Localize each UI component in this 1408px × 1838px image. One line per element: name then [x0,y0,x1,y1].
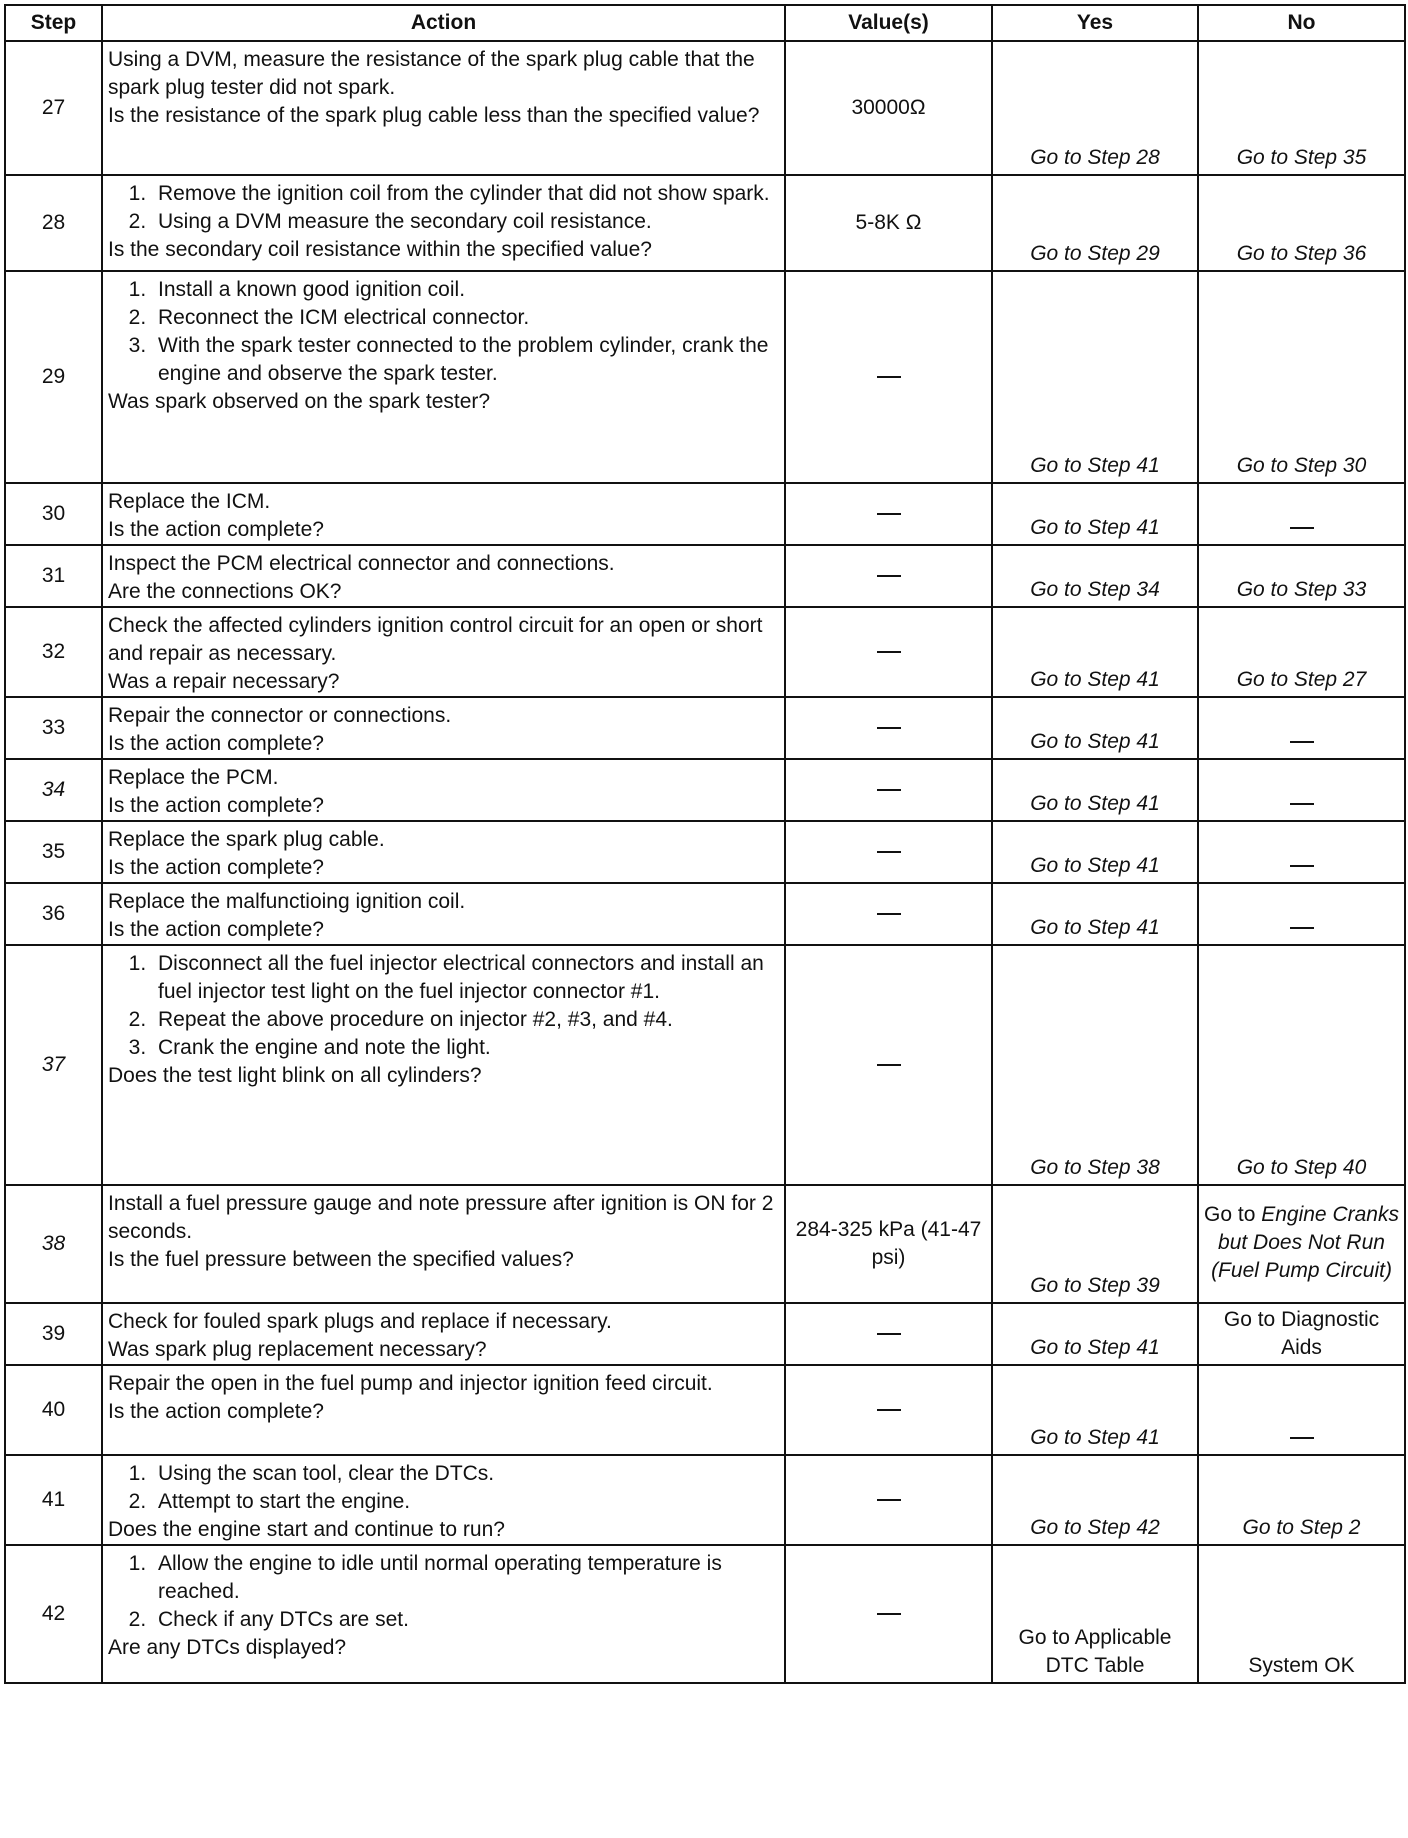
dash-mark [1290,803,1314,805]
action-question: Was spark plug replacement necessary? [108,1338,487,1361]
yes-text: Go to Step 41 [1030,668,1160,691]
action-step-item: 2. Repeat the above procedure on injector #2, #3, and #4. [152,1006,779,1034]
dash-mark [877,913,901,915]
dash-mark [877,1613,901,1615]
action-instruction: Check for fouled spark plugs and replace if necessary. [108,1310,612,1333]
action-step-item: 1. Allow the engine to idle until normal operating temperature is reached. [152,1550,779,1606]
no-text: Go to Diagnostic Aids [1223,1308,1380,1359]
yes-cell [992,41,1198,175]
yes-text: Go to Step 41 [1030,1336,1160,1359]
no-text: Go to Step 2 [1242,1516,1361,1539]
action-cell [102,1185,785,1303]
table-row [5,1455,1405,1545]
value-cell [785,175,992,271]
dash-mark [877,1499,901,1501]
dash-mark [877,376,901,378]
value-cell [785,1545,992,1683]
action-cell [102,1455,785,1545]
step-number: 28 [5,175,102,271]
step-number: 35 [5,821,102,883]
table-row [5,697,1405,759]
action-question: Is the action complete? [108,794,324,817]
yes-text: Go to Step 38 [1030,1156,1160,1179]
column-header-yes: Yes [992,5,1198,41]
action-cell [102,1365,785,1455]
value-cell [785,1303,992,1365]
action-steps-list [108,276,779,388]
action-question: Are any DTCs displayed? [108,1636,347,1659]
value-cell [785,1365,992,1455]
step-number: 30 [5,483,102,545]
action-cell [102,759,785,821]
value-cell [785,607,992,697]
no-cell [1198,883,1405,945]
yes-text: Go to Applicable DTC Table [1018,1626,1172,1677]
no-cell [1198,41,1405,175]
step-number: 34 [5,759,102,821]
action-step-item: 2. Attempt to start the engine. [152,1488,779,1516]
dash-mark [877,575,901,577]
dash-mark [1290,865,1314,867]
no-text: Go to Step 36 [1236,242,1367,265]
yes-cell [992,1455,1198,1545]
dash-mark [1290,527,1314,529]
action-cell [102,175,785,271]
action-question: Is the action complete? [108,856,324,879]
action-instruction: Replace the PCM. [108,766,279,789]
yes-text: Go to Step 41 [1030,454,1160,477]
action-question: Was a repair necessary? [108,670,340,693]
table-row [5,1303,1405,1365]
yes-cell [992,483,1198,545]
action-cell [102,697,785,759]
action-question: Is the action complete? [108,518,324,541]
yes-cell [992,1303,1198,1365]
action-cell [102,883,785,945]
dash-mark [877,851,901,853]
dash-mark [877,651,901,653]
action-instruction: Replace the ICM. [108,490,271,513]
value-text: 30000Ω [851,96,926,119]
action-step-item: 1. Using the scan tool, clear the DTCs. [152,1460,779,1488]
value-cell [785,41,992,175]
yes-text: Go to Step 39 [1030,1274,1160,1297]
table-row [5,607,1405,697]
action-question: Is the resistance of the spark plug cable less than the specified value? [108,104,760,127]
action-cell [102,483,785,545]
action-cell [102,41,785,175]
table-row [5,1185,1405,1303]
yes-text: Go to Step 41 [1030,1426,1160,1449]
action-question: Are the connections OK? [108,580,342,603]
action-steps-list [108,1550,779,1634]
no-cell [1198,945,1405,1185]
value-cell [785,1185,992,1303]
action-question: Is the secondary coil resistance within the specified value? [108,238,652,261]
step-number: 38 [5,1185,102,1303]
action-instruction: Repair the connector or connections. [108,704,452,727]
yes-text: Go to Step 29 [1030,242,1160,265]
value-cell [785,945,992,1185]
yes-cell [992,545,1198,607]
dash-mark [1290,741,1314,743]
dash-mark [1290,1437,1314,1439]
no-text: Go to Step 35 [1236,146,1367,169]
no-text: Go to Step 30 [1236,454,1367,477]
no-text: Go to Step 40 [1236,1156,1367,1179]
no-cell [1198,271,1405,483]
dash-mark [877,513,901,515]
table-row [5,759,1405,821]
step-number: 33 [5,697,102,759]
yes-cell [992,759,1198,821]
value-cell [785,883,992,945]
yes-text: Go to Step 42 [1030,1516,1160,1539]
action-step-item: 1. Disconnect all the fuel injector electrical connectors and install an fuel injector test light on the fuel injector connector #1. [152,950,779,1006]
action-instruction: Repair the open in the fuel pump and injector ignition feed circuit. [108,1372,713,1395]
value-text: 284-325 kPa (41-47 psi) [795,1218,982,1269]
action-instruction: Inspect the PCM electrical connector and connections. [108,552,615,575]
value-cell [785,1455,992,1545]
action-question: Is the action complete? [108,918,324,941]
yes-cell [992,607,1198,697]
action-instruction: Replace the spark plug cable. [108,828,385,851]
action-step-item: 3. With the spark tester connected to the problem cylinder, crank the engine and observe the spark tester. [152,332,779,388]
diagnostic-table-page [4,4,1404,1834]
yes-text: Go to Step 41 [1030,516,1160,539]
table-row [5,483,1405,545]
dash-mark [1290,927,1314,929]
table-row [5,1545,1405,1683]
action-steps-list [108,1460,779,1516]
action-question: Is the action complete? [108,732,324,755]
value-text: 5-8K Ω [855,211,922,234]
step-number: 31 [5,545,102,607]
column-header-values: Value(s) [785,5,992,41]
yes-cell [992,697,1198,759]
no-cell [1198,1365,1405,1455]
dash-mark [877,1333,901,1335]
diagnostic-steps-table [4,4,1406,1684]
action-step-item: 1. Remove the ignition coil from the cylinder that did not show spark. [152,180,779,208]
step-number: 32 [5,607,102,697]
dash-mark [877,789,901,791]
value-cell [785,545,992,607]
action-cell [102,1303,785,1365]
yes-cell [992,1365,1198,1455]
table-row [5,821,1405,883]
step-number: 29 [5,271,102,483]
action-cell [102,545,785,607]
step-number: 37 [5,945,102,1185]
value-cell [785,759,992,821]
action-step-item: 2. Reconnect the ICM electrical connector. [152,304,779,332]
yes-text: Go to Step 41 [1030,792,1160,815]
no-cell [1198,175,1405,271]
step-number: 39 [5,1303,102,1365]
yes-cell [992,945,1198,1185]
step-number: 36 [5,883,102,945]
yes-cell [992,271,1198,483]
no-prefix-text: Go to [1204,1203,1262,1226]
action-cell [102,271,785,483]
action-step-item: 2. Using a DVM measure the secondary coil resistance. [152,208,779,236]
table-row [5,1365,1405,1455]
no-cell [1198,821,1405,883]
dash-mark [877,727,901,729]
action-cell [102,945,785,1185]
action-question: Is the action complete? [108,1400,324,1423]
dash-mark [877,1064,901,1066]
no-cell [1198,1185,1405,1303]
action-question: Is the fuel pressure between the specified values? [108,1248,574,1271]
table-row [5,545,1405,607]
header-row [5,5,1405,41]
action-question: Does the test light blink on all cylinders? [108,1064,482,1087]
action-step-item: 2. Check if any DTCs are set. [152,1606,779,1634]
table-row [5,945,1405,1185]
action-instruction: Check the affected cylinders ignition control circuit for an open or short and repair as necessary. [108,614,763,665]
yes-text: Go to Step 28 [1030,146,1160,169]
no-text: System OK [1248,1654,1355,1677]
step-number: 40 [5,1365,102,1455]
no-cell [1198,483,1405,545]
yes-cell [992,1185,1198,1303]
no-cell [1198,697,1405,759]
no-text: Go to Step 27 [1236,668,1367,691]
table-row [5,41,1405,175]
action-instruction: Replace the malfunctioing ignition coil. [108,890,466,913]
yes-text: Go to Step 41 [1030,916,1160,939]
step-number: 27 [5,41,102,175]
table-row [5,883,1405,945]
action-step-item: 1. Install a known good ignition coil. [152,276,779,304]
column-header-action: Action [102,5,785,41]
column-header-no: No [1198,5,1405,41]
action-question: Was spark observed on the spark tester? [108,390,491,413]
no-cell [1198,1455,1405,1545]
value-cell [785,271,992,483]
yes-cell [992,175,1198,271]
action-steps-list [108,950,779,1062]
yes-text: Go to Step 34 [1030,578,1160,601]
no-cell [1198,545,1405,607]
yes-text: Go to Step 41 [1030,854,1160,877]
yes-cell [992,1545,1198,1683]
dash-mark [877,1409,901,1411]
step-number: 42 [5,1545,102,1683]
action-instruction: Using a DVM, measure the resistance of the spark plug cable that the spark plug tester did not spark. [108,48,755,99]
value-cell [785,697,992,759]
action-instruction: Install a fuel pressure gauge and note pressure after ignition is ON for 2 seconds. [108,1192,774,1243]
table-row [5,175,1405,271]
no-text: Engine Cranks but Does Not Run (Fuel Pump Circuit) [1211,1203,1399,1282]
no-text: Go to Step 33 [1236,578,1367,601]
yes-text: Go to Step 41 [1030,730,1160,753]
table-row [5,271,1405,483]
step-number: 41 [5,1455,102,1545]
action-cell [102,607,785,697]
no-cell [1198,607,1405,697]
value-cell [785,483,992,545]
no-cell [1198,1303,1405,1365]
yes-cell [992,821,1198,883]
yes-cell [992,883,1198,945]
column-header-step: Step [5,5,102,41]
action-step-item: 3. Crank the engine and note the light. [152,1034,779,1062]
table-body [5,41,1405,1683]
action-question: Does the engine start and continue to run? [108,1518,505,1541]
no-cell [1198,759,1405,821]
value-cell [785,821,992,883]
action-cell [102,1545,785,1683]
action-steps-list [108,180,779,236]
no-cell [1198,1545,1405,1683]
action-cell [102,821,785,883]
